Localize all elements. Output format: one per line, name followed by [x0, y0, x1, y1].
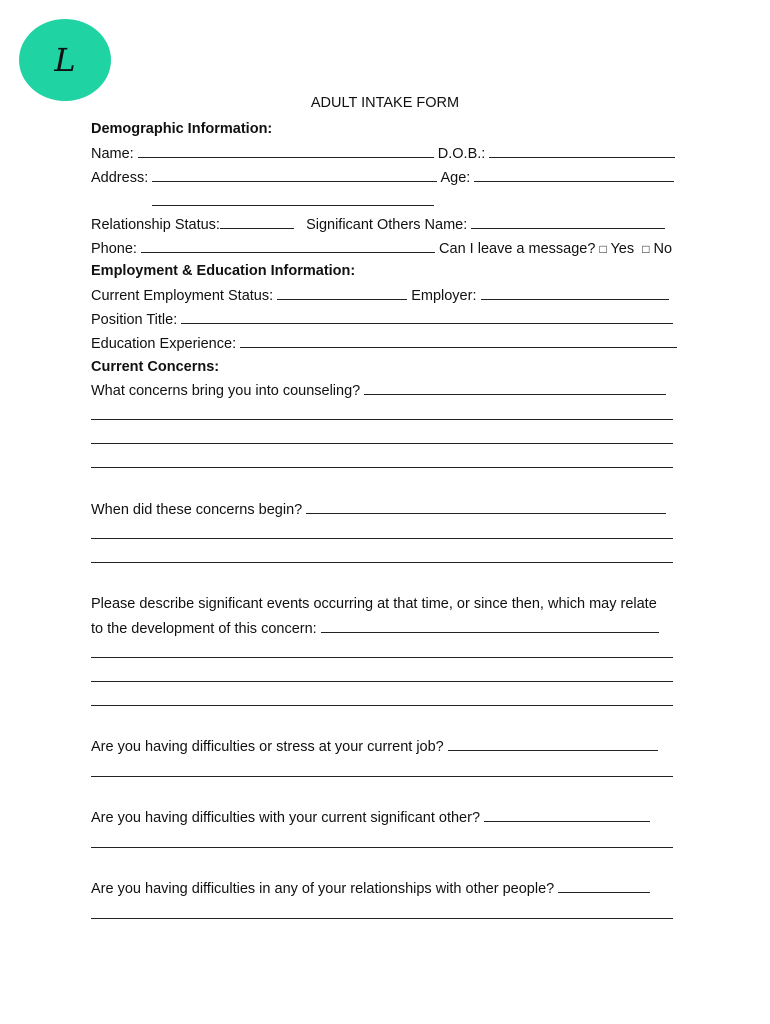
significant-other-label: Significant Others Name:: [306, 217, 468, 233]
logo: [19, 19, 111, 101]
relationship-field[interactable]: [220, 214, 294, 229]
position-label: Position Title:: [91, 312, 178, 328]
address-row: [91, 167, 681, 188]
employment-row: [91, 285, 681, 306]
significant-other-field[interactable]: [471, 214, 665, 229]
q3-line-2[interactable]: [91, 657, 673, 658]
yes-label: Yes: [610, 241, 635, 257]
q2-line-3[interactable]: [91, 562, 673, 563]
address-label: Address:: [91, 170, 149, 186]
message-label: Can I leave a message?: [439, 241, 596, 257]
q2-field[interactable]: [306, 499, 666, 514]
demographic-heading: Demographic Information:: [91, 121, 273, 137]
q3-row-1: Please describe significant events occurring at that time, or since then, which may relate: [91, 596, 657, 612]
employer-label: Employer:: [411, 288, 477, 304]
relationship-label: Relationship Status:: [91, 217, 220, 233]
yes-checkbox[interactable]: □: [599, 242, 607, 256]
q1-label: What concerns bring you into counseling?: [91, 383, 361, 399]
dob-field[interactable]: [489, 143, 675, 158]
q4-line-2[interactable]: [91, 776, 673, 777]
education-row: [91, 333, 681, 354]
q4-label: Are you having difficulties or stress at your current job?: [91, 739, 444, 755]
q5-label: Are you having difficulties with your current significant other?: [91, 810, 481, 826]
q6-line-2[interactable]: [91, 918, 673, 919]
phone-field[interactable]: [141, 238, 435, 253]
q3-label: to the development of this concern:: [91, 621, 317, 637]
q1-line-4[interactable]: [91, 467, 673, 468]
employment-status-label: Current Employment Status:: [91, 288, 274, 304]
employment-heading: Employment & Education Information:: [91, 263, 356, 279]
address-line-2[interactable]: [152, 205, 434, 206]
no-checkbox[interactable]: □: [642, 242, 650, 256]
q3-row-2: [91, 618, 681, 639]
q3-line-3[interactable]: [91, 681, 673, 682]
no-label: No: [653, 241, 673, 257]
q5-field[interactable]: [484, 807, 650, 822]
name-row: [91, 143, 681, 164]
address-field[interactable]: [152, 167, 437, 182]
q1-field[interactable]: [364, 380, 666, 395]
q2-line-2[interactable]: [91, 538, 673, 539]
phone-label: Phone:: [91, 241, 137, 257]
q6-label: Are you having difficulties in any of your relationships with other people?: [91, 881, 555, 897]
q4-field[interactable]: [448, 736, 658, 751]
education-field[interactable]: [240, 333, 677, 348]
q1-line-3[interactable]: [91, 443, 673, 444]
q2-row: [91, 499, 681, 520]
phone-row: [91, 238, 681, 259]
employment-status-field[interactable]: [277, 285, 407, 300]
education-label: Education Experience:: [91, 336, 237, 352]
age-label: Age:: [440, 170, 471, 186]
relationship-row: [91, 214, 681, 235]
q1-line-2[interactable]: [91, 419, 673, 420]
q5-line-2[interactable]: [91, 847, 673, 848]
logo-letter: L: [54, 41, 76, 79]
q6-row: [91, 878, 681, 899]
q5-row: [91, 807, 681, 828]
q1-row: [91, 380, 681, 401]
q6-field[interactable]: [558, 878, 650, 893]
q2-label: When did these concerns begin?: [91, 502, 303, 518]
position-field[interactable]: [181, 309, 673, 324]
q3-line-4[interactable]: [91, 705, 673, 706]
q4-row: [91, 736, 681, 757]
dob-label: D.O.B.:: [437, 146, 486, 162]
employer-field[interactable]: [481, 285, 669, 300]
name-field[interactable]: [138, 143, 434, 158]
age-field[interactable]: [474, 167, 674, 182]
form-title: ADULT INTAKE FORM: [310, 95, 460, 111]
position-row: [91, 309, 681, 330]
q3-field[interactable]: [321, 618, 659, 633]
concerns-heading: Current Concerns:: [91, 359, 220, 375]
name-label: Name:: [91, 146, 134, 162]
